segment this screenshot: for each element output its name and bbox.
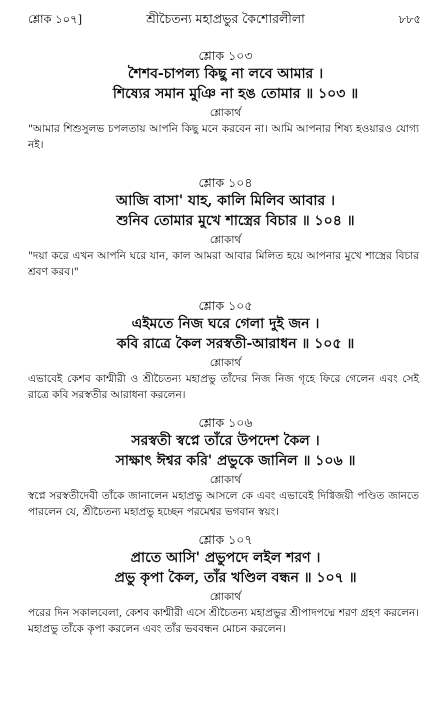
verse-block bbox=[28, 175, 423, 280]
verse-line: আজি বাসা' যাহ, কালি মিলিব আবার । bbox=[115, 193, 336, 209]
running-head-title: শ্রীচৈতন্য মহাপ্রভুর কৈশোরলীলা bbox=[146, 11, 305, 26]
verse-line: সাক্ষাৎ ঈশ্বর করি' প্রভুকে জানিল ॥ ১০৬ ॥ bbox=[115, 453, 356, 469]
translation-text: "দয়া করে এখন আপনি ঘরে যান, কাল আমরা আবার মিলিত হয়ে আপনার মুখে শাস্ত্রের বিচার শ্রবণ করব।" bbox=[28, 250, 419, 278]
verse-number: শ্লোক ১০৭ bbox=[198, 532, 253, 547]
translation-text: স্বপ্নে সরস্বতীদেবী তাঁকে জানালেন মহাপ্রভু আসলে কে এবং এভাবেই দিগ্বিজয়ী পণ্ডিত জানতে পারলেন যে, শ্রীচৈতন্য মহাপ্রভু হচ্ছেন পরমেশ্বর ভগবান স্বয়ং। bbox=[28, 490, 419, 518]
translation-label: শ্লোকার্থ bbox=[209, 591, 242, 603]
translation-text: এভাবেই কেশব কাশ্মীরী ও শ্রীচৈতন্য মহাপ্রভু তাঁদের নিজ নিজ গৃহে ফিরে গেলেন এবং সেই রাত্রে কবি সরস্বতীর আরাধনা করলেন। bbox=[28, 373, 419, 401]
verse-line: এইমতে নিজ ঘরে গেলা দুই জন । bbox=[131, 316, 320, 332]
translation-label: শ্লোকার্থ bbox=[209, 234, 242, 246]
verse-line: কবি রাত্রে কৈল সরস্বতী-আরাধন ॥ ১০৫ ॥ bbox=[116, 336, 355, 352]
verse-line: সরস্বতী স্বপ্নে তাঁরে উপদেশ কৈল । bbox=[131, 433, 320, 449]
verse-block bbox=[28, 415, 423, 520]
verse-number: শ্লোক ১০৫ bbox=[198, 298, 253, 313]
verse-block bbox=[28, 532, 423, 637]
translation-label: শ্লোকার্থ bbox=[209, 107, 242, 119]
translation-text: পরের দিন সকালবেলা, কেশব কাশ্মীরী এসে শ্রীচৈতন্য মহাপ্রভুর শ্রীপাদপদ্মে শরণ গ্রহণ করলেন। মহাপ্রভু তাঁকে কৃপা করলেন এবং তাঁর ভববন্ধন মোচন করলেন। bbox=[28, 607, 419, 635]
verse-line: প্রভু কৃপা কৈল, তাঁর খণ্ডিল বন্ধন ॥ ১০৭ ॥ bbox=[114, 570, 357, 586]
running-head bbox=[28, 8, 423, 30]
verse-block bbox=[28, 298, 423, 403]
page-number: ৮৮৫ bbox=[398, 12, 421, 26]
verse-block bbox=[28, 48, 423, 153]
verse-line: শৈশব-চাপল্য কিছু না লবে আমার । bbox=[127, 66, 324, 82]
translation-text: "আমার শিশুসুলভ চপলতায় আপনি কিছু মনে করবেন না। আমি আপনার শিষ্য হওয়ারও যোগ্য নই। bbox=[28, 123, 419, 151]
verse-number: শ্লোক ১০৩ bbox=[198, 48, 253, 63]
running-head-verse-ref: শ্লোক ১০৭] bbox=[28, 12, 83, 26]
verse-line: প্রাতে আসি' প্রভুপদে লইল শরণ । bbox=[130, 550, 321, 566]
verse-number: শ্লোক ১০৪ bbox=[198, 175, 253, 190]
translation-label: শ্লোকার্থ bbox=[209, 357, 242, 369]
verse-line: শুনিব তোমার মুখে শাস্ত্রের বিচার ॥ ১০৪ ॥ bbox=[116, 213, 355, 229]
verse-number: শ্লোক ১০৬ bbox=[198, 415, 253, 430]
verse-line: শিষ্যের সমান মুঞি না হঙ তোমার ॥ ১০৩ ॥ bbox=[112, 86, 359, 102]
translation-label: শ্লোকার্থ bbox=[209, 474, 242, 486]
